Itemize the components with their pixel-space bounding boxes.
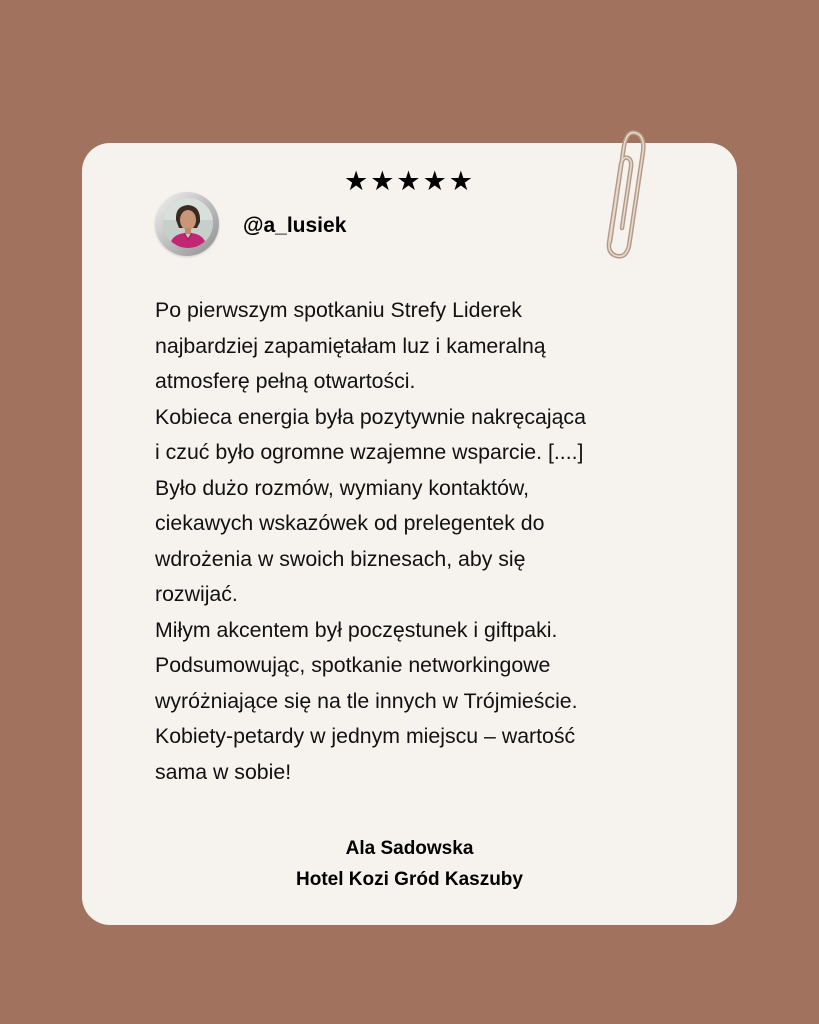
review-line: Podsumowując, spotkanie networkingowe (155, 653, 551, 677)
author-name: Ala Sadowska (345, 838, 474, 859)
review-line: najbardziej zapamiętałam luz i kameralną (155, 333, 546, 358)
review-line: sama w sobie! (155, 759, 292, 784)
review-line: Miłym akcentem był poczęstunek i giftpaki. (155, 617, 558, 642)
avatar-photo (163, 198, 213, 248)
author-company: Hotel Kozi Gród Kaszuby (296, 869, 523, 890)
review-line: Kobiety-petardy w jednym miejscu – wartość (155, 724, 576, 748)
review-line: Było dużo rozmów, wymiany kontaktów, (155, 475, 530, 500)
review-line: Po pierwszym spotkaniu Strefy Liderek (155, 298, 522, 322)
review-body (155, 293, 695, 790)
avatar (155, 192, 219, 256)
review-line: wdrożenia w swoich biznesach, aby się (155, 546, 526, 571)
review-line: rozwijać. (155, 582, 238, 606)
review-line: Kobieca energia była pozytywnie nakręcająca (155, 404, 586, 429)
review-handle: @a_lusiek (243, 214, 347, 237)
author-block (82, 833, 737, 895)
review-line: atmosferę pełną otwartości. (155, 369, 416, 393)
review-line: wyróżniające się na tle innych w Trójmieście. (155, 688, 578, 713)
review-line: i czuć było ogromne wzajemne wsparcie. [....] (155, 440, 584, 464)
avatar-portrait-icon (163, 198, 213, 248)
rating-stars: ★★★★★ (343, 166, 476, 197)
review-line: ciekawych wskazówek od prelegentek do (155, 511, 545, 535)
paperclip-icon (596, 124, 650, 264)
